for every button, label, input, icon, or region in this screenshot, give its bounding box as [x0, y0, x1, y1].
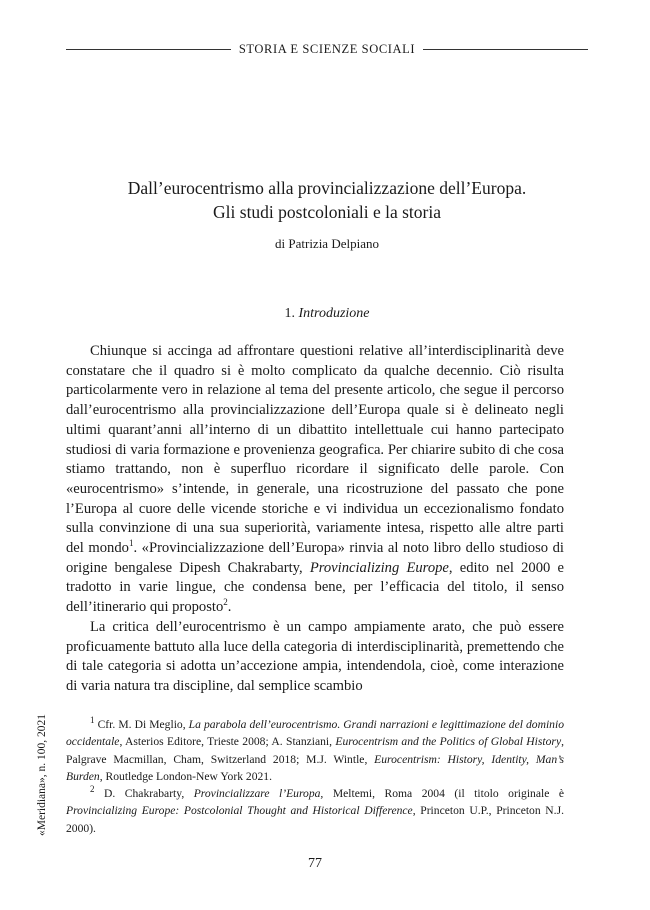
footnote-text: Meltemi, Roma 2004 (il titolo originale è [323, 787, 564, 801]
footnote-ref: 2 [223, 597, 228, 608]
paragraph-text: , edito nel 2000 e tradotto in varie lingue, che condensa bene, per l’efficacia del titolo, il senso dell’itinerario qui proposto [66, 559, 564, 616]
header-rule-right [423, 49, 588, 50]
footnote-text: Cfr. M. Di Meglio, [97, 718, 189, 731]
paragraph: La critica dell’eurocentrismo è un campo ampiamente arato, che può essere proficuamente battuto alla luce della categoria di interdisciplinarità, premettendo che di tale categoria si adotta un’accezione ampia, intendendola, cioè, come interazione di varia natura tra discipline, dal semplice scambio [66, 618, 564, 694]
running-header-label: STORIA E SCIENZE SOCIALI [238, 42, 416, 56]
footnote-ref: 1 [128, 538, 134, 549]
running-header [66, 42, 588, 57]
footnote-text: , Asterios Editore, Trieste 2008; A. Stanziani, [119, 735, 336, 749]
paragraph-text: . [227, 599, 232, 616]
article-title [66, 176, 588, 224]
cited-title: Provincializing Europe: Postcolonial Thought and Historical Difference [66, 804, 413, 818]
page-number: 77 [308, 856, 322, 871]
footnote-marker: 1 [90, 715, 95, 726]
cited-title: Eurocentrism: History, Identity, Man’s Burden [66, 752, 565, 783]
paragraph [66, 342, 564, 618]
article-body [66, 342, 564, 697]
paragraph-text: . «Provincializzazione dell’Europa» rinvia al noto libro dello studioso di origine bengalese Dipesh Chakrabarty, [66, 540, 564, 576]
journal-reference: «Meridiana», n. 100, 2021 [36, 713, 48, 836]
book-title: Provincializing Europe [309, 559, 449, 576]
article-title-line2: Gli studi postcoloniali e la storia [213, 202, 441, 222]
article-title-line1: Dall’eurocentrismo alla provincializzazione dell’Europa. [127, 178, 527, 198]
footnote [66, 785, 564, 837]
footnote-text: , Princeton U.P., Princeton N.J. 2000). [66, 804, 564, 835]
footnote [66, 716, 564, 785]
cited-title: Provincializzare l’Europa, [193, 787, 324, 801]
cited-title: Eurocentrism and the Politics of Global History [335, 735, 562, 749]
section-number: 1. [284, 306, 295, 321]
header-rule-left [66, 49, 231, 50]
article-author: di Patrizia Delpiano [275, 236, 379, 251]
paragraph-text: Chiunque si accinga ad affrontare questioni relative all’interdisciplinarità deve constatare che il quadro si è molto complicato da qualche decennio. Ciò risulta particolarmente vero in relazione al tema del presente articolo, che segue il percorso dall’eurocentrismo alla provincializzazione dell’Europa quale si è delineato negli ultimi quarant’anni all’interno di un dibattito intellettuale cui hanno partecipato studiosi di varia formazione e provenienza geografica. Per chiarire subito di che cosa stiamo trattando, non è superfluo ricordare il significato delle parole. Con «eurocentrismo» s’intende, in generale, una ricostruzione del passato che pone l’Europa al cuore delle vicende storiche e vi individua un eccezionalismo fondato sulla convinzione di una sua superiorità, variamente intesa, rispetto alle altre parti del mondo [66, 343, 564, 557]
footnote-text: , Palgrave Macmillan, Cham, Switzerland 2018; M.J. Wintle, [66, 735, 564, 766]
footnote-text: , Routledge London-New York 2021. [99, 769, 272, 783]
footnote-marker: 2 [90, 784, 95, 795]
cited-title: La parabola dell’eurocentrismo. Grandi narrazioni e legittimazione del dominio occidentale [66, 718, 564, 749]
section-heading [66, 306, 588, 322]
section-title: Introduzione [298, 306, 370, 321]
footnote-text: D. Chakrabarty, [104, 787, 194, 801]
footnotes [66, 716, 564, 837]
